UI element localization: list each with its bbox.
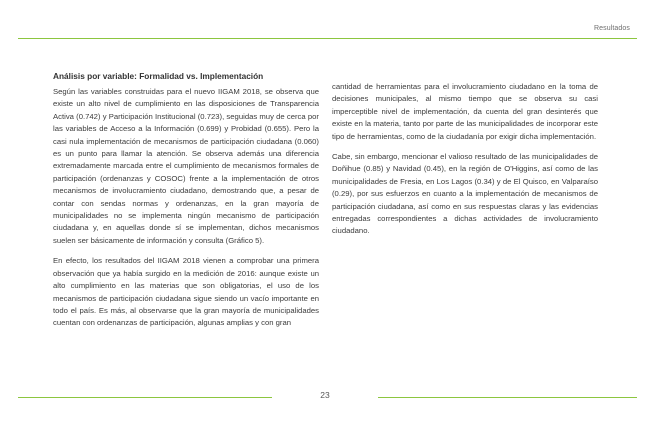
footer-divider-right: [378, 397, 637, 398]
page-number: 23: [320, 390, 330, 400]
paragraph: En efecto, los resultados del IIGAM 2018 vienen a comprobar una primera observación que ya había surgido en la medición de 2016: aunque existe un alto cumplimiento en las materias que son obligatorias, el uso de los mecanismos de participación ciudadana sigue siendo un vacío importante en todo el país. Es más, al observarse que la gran mayoría de municipalidades cuentan con ordenanzas de participación, algunas amplias y con gran: [53, 256, 319, 328]
section-heading: Análisis por variable: Formalidad vs. Implementación: [53, 71, 264, 81]
paragraph: cantidad de herramientas para el involucramiento ciudadano en la toma de decisiones municipales, al mismo tiempo que se observa su casi imperceptible nivel de implementación, da cuenta del gran desinterés que existe en la materia, tanto por parte de las municipalidades de incorporar este tipo de herramientas, como de la ciudadanía por exigir dicha implementación.: [332, 82, 598, 141]
left-column: [53, 86, 319, 338]
paragraph: Según las variables construidas para el nuevo IIGAM 2018, se observa que existe un alto nivel de cumplimiento en las disposiciones de Transparencia Activa (0.742) y Participación Institucional (0.723), seguidas muy de cerca por las variables de Acceso a la Información (0.699) y Probidad (0.655). Pero la casi nula implementación de mecanismos de participación ciudadana (0.060) es un punto para llamar la atención. Se observa además una diferencia extremadamente marcada entre el cumplimiento de mecanismos formales de participación (ordenanzas y COSOC) frente a la implementación de otros mecanismos de involucramiento ciudadano, demostrando que, a pesar de contar con sendas normas y ordenanzas, en la gran mayoría de municipalidades no se implementa ningún mecanismo de participación ciudadana y, en aquellas donde sí se implementan, dichos mecanismos suelen ser básicamente de información y consulta (Gráfico 5).: [53, 87, 319, 245]
header-divider: [18, 38, 637, 39]
right-column: [332, 81, 598, 246]
section-title: Resultados: [593, 25, 630, 32]
paragraph: Cabe, sin embargo, mencionar el valioso resultado de las municipalidades de Doñihue (0.85) y Navidad (0.45), en la región de O'Higgins, así como de las municipalidades de Fresia, en Los Lagos (0.34) y de El Quisco, en Valparaíso (0.29), por sus esfuerzos en cuanto a la implementación de mecanismos de participación ciudadana, así como en sus respuestas claras y las evidencias entregadas correspondientes a dichas actividades de involucramiento ciudadano.: [332, 152, 598, 236]
